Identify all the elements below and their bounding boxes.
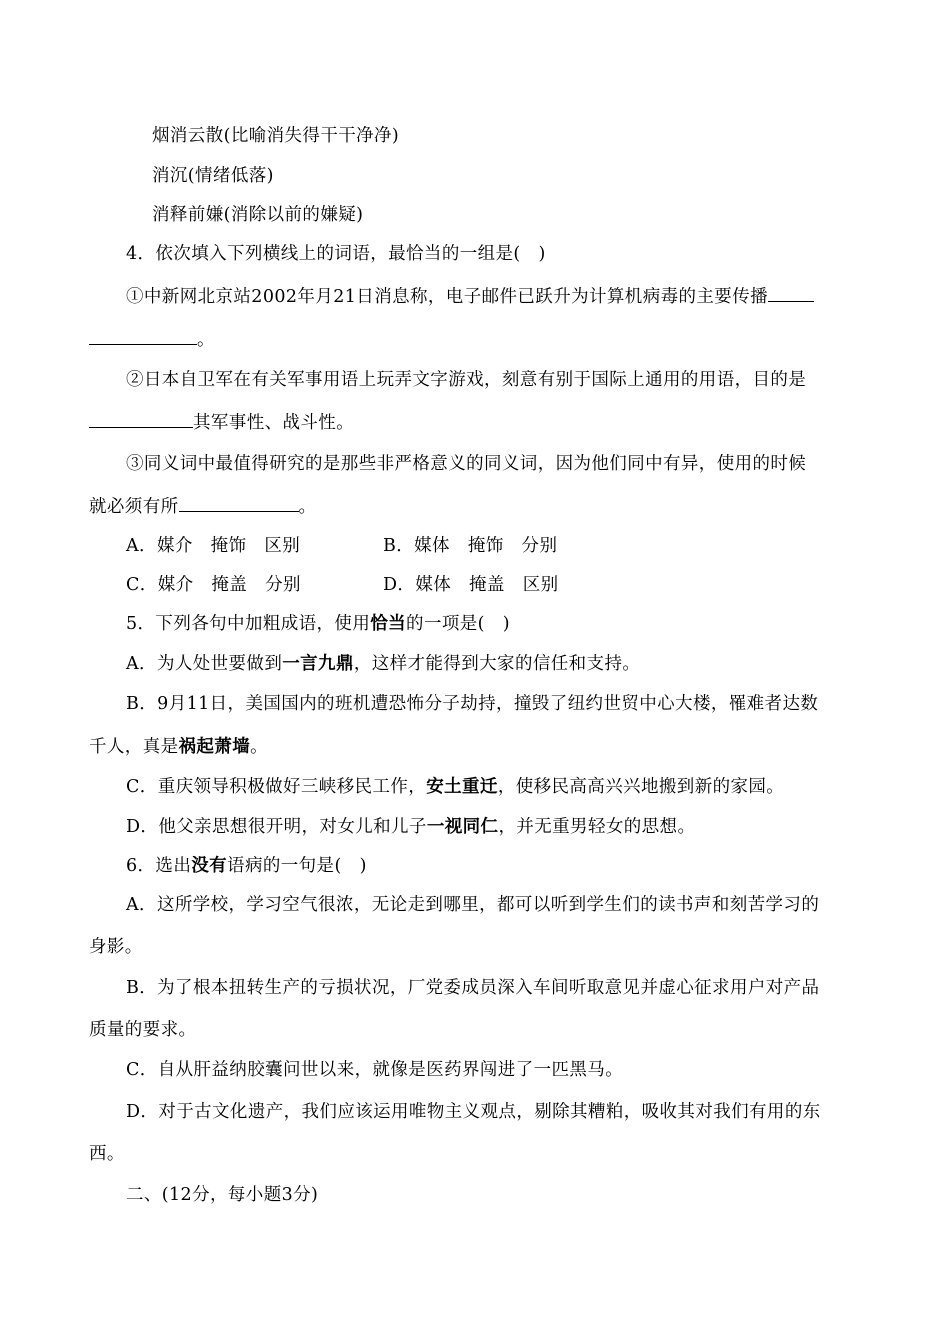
fill-blank xyxy=(89,328,197,345)
text-line: A．为人处世要做到 xyxy=(126,654,283,674)
fill-blank xyxy=(768,285,814,302)
option-a: A．媒介 掩饰 区别 xyxy=(126,536,301,556)
text-line: 千人，真是 xyxy=(89,737,179,757)
bold-idiom: 一言九鼎 xyxy=(282,654,354,674)
question-6-stem xyxy=(126,854,367,878)
text-line: ①中新网北京站2002年月21日消息称，电子邮件已跃升为计算机病毒的主要传播 xyxy=(126,287,769,307)
text-line: 消释前嫌(消除以前的嫌疑) xyxy=(152,205,364,225)
question-5-option-a xyxy=(126,652,640,676)
question-6-option-b-cont: 质量的要求。 xyxy=(89,1020,197,1040)
question-5-option-c xyxy=(126,775,784,799)
question-6-option-d-cont: 西。 xyxy=(89,1144,125,1164)
text-line: 的一项是( ) xyxy=(406,614,511,634)
text-line: C．重庆领导积极做好三峡移民工作， xyxy=(126,777,427,797)
question-6-option-d: D．对于古文化遗产，我们应该运用唯物主义观点，剔除其糟粕，吸收其对我们有用的东 xyxy=(126,1102,821,1122)
question-6-option-b: B．为了根本扭转生产的亏损状况，厂党委成员深入车间听取意见并虚心征求用户对产品 xyxy=(126,978,820,998)
text-line: 5．下列各句中加粗成语，使用 xyxy=(126,614,371,634)
question-6-option-a: A．这所学校，学习空气很浓，无论走到哪里，都可以听到学生们的读书声和刻苦学习的 xyxy=(126,895,820,915)
question-4-item-2-cont xyxy=(89,411,354,435)
bold-idiom: 安土重迁 xyxy=(426,777,498,797)
text-line: ，使移民高高兴兴地搬到新的家园。 xyxy=(497,777,785,797)
fill-blank xyxy=(89,411,193,428)
question-4-item-3-cont xyxy=(89,495,316,519)
bold-idiom: 一视同仁 xyxy=(426,817,499,837)
text-line: ，这样才能得到大家的信任和支持。 xyxy=(353,654,641,674)
fill-blank xyxy=(179,495,299,512)
bold-idiom: 祸起萧墙 xyxy=(178,737,251,757)
bold-keyword: 没有 xyxy=(191,856,228,876)
text-line: 就必须有所 xyxy=(89,497,179,517)
text-line: ，并无重男轻女的思想。 xyxy=(498,817,696,837)
question-4-stem: 4．依次填入下列横线上的词语，最恰当的一组是( ) xyxy=(126,244,546,264)
option-c: C．媒介 掩盖 分别 xyxy=(126,575,301,595)
section-heading: 二、(12分，每小题3分) xyxy=(126,1185,319,1205)
question-4-item-1-cont xyxy=(89,328,215,352)
text-line: 。 xyxy=(250,737,269,757)
text-line: 其军事性、战斗性。 xyxy=(193,413,355,433)
question-6-option-a-cont: 身影。 xyxy=(89,937,143,957)
question-5-stem xyxy=(126,612,510,636)
question-6-option-c: C．自从肝益纳胶囊问世以来，就像是医药界闯进了一匹黑马。 xyxy=(126,1060,624,1080)
question-4-item-3: ③同义词中最值得研究的是那些非严格意义的同义词，因为他们同中有异，使用的时候 xyxy=(126,454,807,474)
text-line: 烟消云散(比喻消失得干干净净) xyxy=(152,126,400,146)
bold-keyword: 恰当 xyxy=(370,614,407,634)
text-line: 消沉(情绪低落) xyxy=(152,166,274,186)
option-d: D．媒体 掩盖 区别 xyxy=(383,575,559,595)
question-5-option-b: B．9月11日，美国国内的班机遭恐怖分子劫持，撞毁了纽约世贸中心大楼，罹难者达数 xyxy=(126,694,819,714)
question-4-item-2: ②日本自卫军在有关军事用语上玩弄文字游戏，刻意有别于国际上通用的用语，目的是 xyxy=(126,370,807,390)
question-5-option-d xyxy=(126,815,695,839)
question-5-option-b-cont xyxy=(89,735,268,759)
question-4-item-1 xyxy=(126,285,814,309)
text-line: 语病的一句是( ) xyxy=(227,856,367,876)
text-line: 6．选出 xyxy=(126,856,192,876)
text-line: 。 xyxy=(298,497,317,517)
option-b: B．媒体 掩饰 分别 xyxy=(383,536,558,556)
text-line: 。 xyxy=(197,330,215,350)
text-line: D．他父亲思想很开明，对女儿和儿子 xyxy=(126,817,427,837)
